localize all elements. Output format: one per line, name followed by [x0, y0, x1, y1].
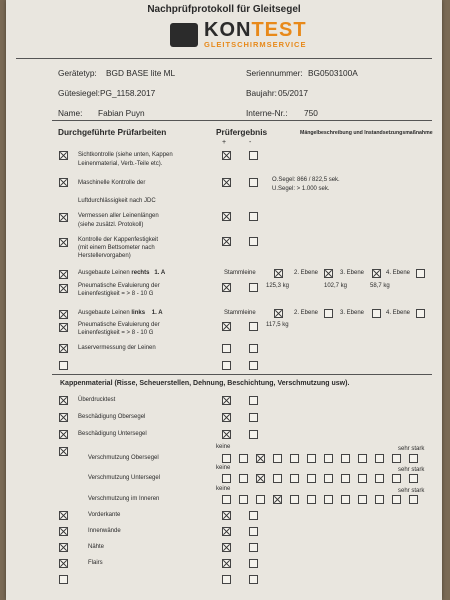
scale-checkbox[interactable]	[358, 454, 367, 463]
item-label: Leinenmaterial, Verb.-Teile etc).	[78, 161, 163, 167]
checkbox[interactable]	[324, 309, 333, 318]
checkbox[interactable]	[274, 269, 283, 278]
usegel-value: U.Segel: > 1.000 sek.	[272, 186, 330, 192]
checkbox-plus[interactable]	[222, 283, 231, 292]
baujahr-label: Baujahr:	[246, 88, 277, 98]
checkbox-minus[interactable]	[249, 361, 258, 370]
scale-checkbox[interactable]	[290, 495, 299, 504]
item-label: Sichtkontrolle (siehe unten, Kappen	[78, 152, 173, 158]
scale-checkbox[interactable]	[375, 495, 384, 504]
interne-value: 750	[304, 108, 318, 118]
scale-checkbox[interactable]	[324, 454, 333, 463]
checkbox-minus[interactable]	[249, 151, 258, 160]
checkbox[interactable]	[59, 151, 68, 160]
item-label: Verschmutzung Obersegel	[88, 455, 159, 461]
scale-checkbox[interactable]	[290, 474, 299, 483]
checkbox[interactable]	[59, 527, 68, 536]
divider	[52, 120, 432, 121]
item-label: Nähte	[88, 544, 105, 550]
item-label: Vorderkante	[88, 512, 121, 518]
scale-checkbox[interactable]	[222, 495, 231, 504]
item-label: Beschädigung Untersegel	[78, 431, 147, 437]
geraetetyp-label: Gerätetyp:	[58, 68, 97, 78]
guetesiegel-value: PG_1158.2017	[100, 88, 156, 98]
plus-label: +	[222, 139, 227, 146]
item-label: Pneumatische Evaluierung der	[78, 283, 160, 289]
scale-checkbox[interactable]	[273, 474, 282, 483]
checkbox[interactable]	[59, 361, 68, 370]
checkbox-plus[interactable]	[222, 178, 231, 187]
sehr-stark-label: sehr stark	[398, 488, 425, 494]
scale-checkbox[interactable]	[324, 495, 333, 504]
checkbox[interactable]	[416, 309, 425, 318]
item-label: Maschinelle Kontrolle der	[78, 180, 146, 186]
ebene-label: 4. Ebene	[386, 270, 411, 276]
divider	[16, 58, 432, 59]
checkbox[interactable]	[59, 238, 68, 247]
ebene-label: 2. Ebene	[294, 310, 319, 316]
keine-label: keine	[216, 465, 231, 471]
divider	[52, 374, 432, 375]
checkbox-minus[interactable]	[249, 575, 258, 584]
ebene-label: 3. Ebene	[340, 270, 365, 276]
ebene-label: 3. Ebene	[340, 310, 365, 316]
scale-checkbox[interactable]	[341, 474, 350, 483]
checkbox-minus[interactable]	[249, 322, 258, 331]
checkbox-minus[interactable]	[249, 396, 258, 405]
scale-checkbox[interactable]	[273, 495, 282, 504]
scale-checkbox[interactable]	[341, 454, 350, 463]
sehr-stark-label: sehr stark	[398, 467, 425, 473]
checkbox-minus[interactable]	[249, 212, 258, 221]
checkbox-plus[interactable]	[222, 575, 231, 584]
scale-checkbox[interactable]	[239, 474, 248, 483]
item-label: Flairs	[88, 560, 103, 566]
scale-checkbox[interactable]	[409, 474, 418, 483]
scale-checkbox[interactable]	[409, 454, 418, 463]
minus-label: -	[249, 139, 252, 146]
scale-checkbox[interactable]	[307, 454, 316, 463]
checkbox[interactable]	[59, 344, 68, 353]
item-label: Ausgebaute Leinen rechts 1. A	[78, 270, 166, 276]
stammleine-label: Stammleine	[224, 270, 256, 276]
checkbox-plus[interactable]	[222, 322, 231, 331]
checkbox-minus[interactable]	[249, 344, 258, 353]
item-label: Ausgebaute Leinen links 1. A	[78, 310, 163, 316]
checkbox[interactable]	[59, 396, 68, 405]
interne-label: Interne-Nr.:	[246, 108, 288, 118]
checkbox[interactable]	[59, 270, 68, 279]
checkbox[interactable]	[59, 575, 68, 584]
item-label: Überdrucktest	[78, 397, 116, 403]
checkbox-minus[interactable]	[249, 283, 258, 292]
checkbox-minus[interactable]	[249, 527, 258, 536]
checkbox-minus[interactable]	[249, 413, 258, 422]
checkbox-minus[interactable]	[249, 511, 258, 520]
scale-checkbox[interactable]	[392, 474, 401, 483]
item-label: (siehe zusätzl. Protokoll)	[78, 222, 144, 228]
stammleine-label: Stammleine	[224, 310, 256, 316]
checkbox-plus[interactable]	[222, 413, 231, 422]
checkbox-plus[interactable]	[222, 511, 231, 520]
osegel-value: O.Segel: 866 / 822,5 sek.	[272, 177, 340, 183]
item-label: Verschmutzung im Inneren	[88, 496, 160, 502]
checkbox[interactable]	[59, 413, 68, 422]
scale-checkbox[interactable]	[409, 495, 418, 504]
checkbox[interactable]	[372, 269, 381, 278]
checkbox[interactable]	[59, 323, 68, 332]
checkbox[interactable]	[59, 430, 68, 439]
remarks-heading: Mängelbeschreibung und Instandsetzungsmaßnahme	[300, 130, 433, 136]
logo-icon	[170, 23, 198, 47]
checkbox[interactable]	[416, 269, 425, 278]
scale-checkbox[interactable]	[375, 474, 384, 483]
scale-checkbox[interactable]	[256, 454, 265, 463]
checkbox-plus[interactable]	[222, 396, 231, 405]
checkbox-plus[interactable]	[222, 527, 231, 536]
name-label: Name:	[58, 108, 83, 118]
item-label: (mit einem Bettsometer nach	[78, 245, 155, 251]
item-label: Herstellervorgaben)	[78, 253, 131, 259]
checkbox[interactable]	[59, 559, 68, 568]
scale-checkbox[interactable]	[256, 495, 265, 504]
scale-checkbox[interactable]	[358, 495, 367, 504]
scale-checkbox[interactable]	[341, 495, 350, 504]
section-heading: Kappenmaterial (Risse, Scheuerstellen, Dehnung, Beschichtung, Verschmutzung usw).	[60, 380, 350, 387]
seriennummer-value: BG0503100A	[308, 68, 358, 78]
baujahr-value: 05/2017	[278, 88, 308, 98]
kg-value: 125,3 kg	[266, 283, 290, 289]
item-label: Beschädigung Obersegel	[78, 414, 146, 420]
checkbox-plus[interactable]	[222, 237, 231, 246]
checkbox[interactable]	[59, 213, 68, 222]
page-title: Nachprüfprotokoll für Gleitsegel	[147, 4, 301, 15]
checkbox-minus[interactable]	[249, 430, 258, 439]
sehr-stark-label: sehr stark	[398, 446, 425, 452]
name-value: Fabian Puyn	[98, 108, 145, 118]
checkbox-plus[interactable]	[222, 543, 231, 552]
scale-checkbox[interactable]	[392, 495, 401, 504]
scale-checkbox[interactable]	[273, 454, 282, 463]
checkbox-plus[interactable]	[222, 361, 231, 370]
scale-checkbox[interactable]	[307, 474, 316, 483]
checkbox-plus[interactable]	[222, 344, 231, 353]
scale-checkbox[interactable]	[222, 454, 231, 463]
scale-checkbox[interactable]	[290, 454, 299, 463]
seriennummer-label: Seriennummer:	[246, 68, 303, 78]
checkbox[interactable]	[372, 309, 381, 318]
checkbox[interactable]	[59, 310, 68, 319]
section-heading: Durchgeführte Prüfarbeiten	[58, 127, 167, 137]
checkbox-minus[interactable]	[249, 543, 258, 552]
scale-checkbox[interactable]	[239, 495, 248, 504]
checkbox-minus[interactable]	[249, 559, 258, 568]
item-label: Pneumatische Evaluierung der	[78, 322, 160, 328]
checkbox[interactable]	[59, 543, 68, 552]
checkbox-plus[interactable]	[222, 212, 231, 221]
scale-checkbox[interactable]	[392, 454, 401, 463]
protocol-sheet	[6, 0, 442, 600]
keine-label: keine	[216, 486, 231, 492]
item-label: Leinenfestigkeit = > 8 - 10 G	[78, 291, 154, 297]
ebene-label: 2. Ebene	[294, 270, 319, 276]
checkbox[interactable]	[274, 309, 283, 318]
checkbox[interactable]	[59, 447, 68, 456]
scale-checkbox[interactable]	[222, 474, 231, 483]
item-label: Laservermessung der Leinen	[78, 345, 156, 351]
scale-checkbox[interactable]	[324, 474, 333, 483]
scale-checkbox[interactable]	[358, 474, 367, 483]
item-label: Vermessen aller Leinenlängen	[78, 213, 159, 219]
item-label: Innenwände	[88, 528, 121, 534]
item-label: Kontrolle der Kappenfestigkeit	[78, 237, 159, 243]
kg-value: 58,7 kg	[370, 283, 390, 289]
checkbox-minus[interactable]	[249, 178, 258, 187]
scale-checkbox[interactable]	[375, 454, 384, 463]
keine-label: keine	[216, 444, 231, 450]
result-heading: Prüfergebnis	[216, 127, 268, 137]
checkbox-minus[interactable]	[249, 237, 258, 246]
checkbox[interactable]	[59, 284, 68, 293]
checkbox[interactable]	[324, 269, 333, 278]
item-label: Leinenfestigkeit = > 8 - 10 G	[78, 330, 154, 336]
scale-checkbox[interactable]	[256, 474, 265, 483]
scale-checkbox[interactable]	[307, 495, 316, 504]
checkbox[interactable]	[59, 511, 68, 520]
geraetetyp-value: BGD BASE lite ML	[106, 68, 176, 78]
checkbox-plus[interactable]	[222, 559, 231, 568]
checkbox[interactable]	[59, 178, 68, 187]
ebene-label: 4. Ebene	[386, 310, 411, 316]
checkbox-plus[interactable]	[222, 151, 231, 160]
kg-value: 102,7 kg	[324, 283, 348, 289]
checkbox-plus[interactable]	[222, 430, 231, 439]
scale-checkbox[interactable]	[239, 454, 248, 463]
item-label: Luftdurchlässigkeit nach JDC	[78, 198, 156, 204]
guetesiegel-label: Gütesiegel:	[58, 88, 100, 98]
item-label: Verschmutzung Untersegel	[88, 475, 161, 481]
kg-value: 117,5 kg	[266, 322, 289, 328]
kontest-logo: KONTEST GLEITSCHIRMSERVICE	[166, 21, 326, 51]
